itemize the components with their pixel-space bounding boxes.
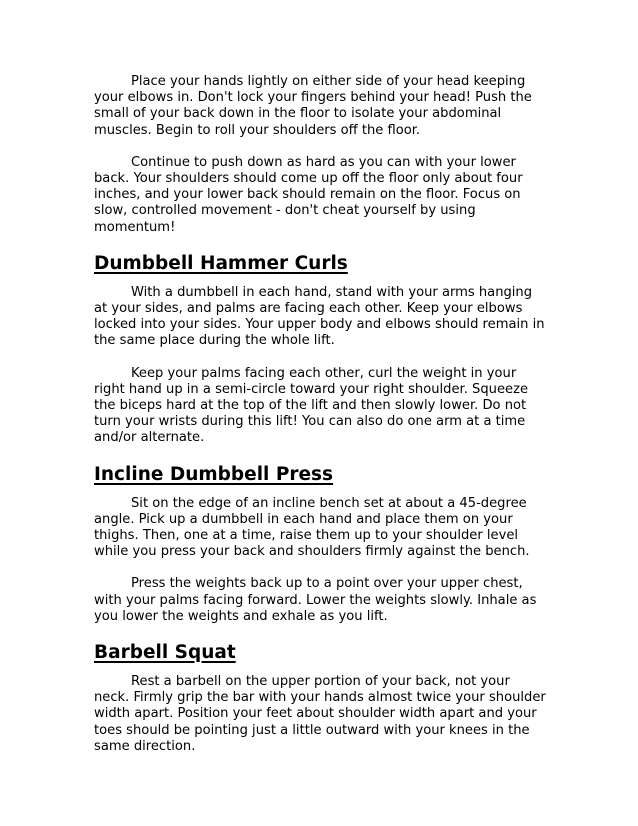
paragraph: Place your hands lightly on either side of your head keeping your elbows in. Don't lock your fingers behind your head! Push the small of your back down in the floor to isolate your abdominal muscles. Begin to roll your shoulders off the floor. (94, 74, 532, 138)
section-heading: Incline Dumbbell Press (94, 463, 334, 485)
section-barbell-squat (94, 641, 549, 755)
paragraph: Sit on the edge of an incline bench set at about a 45-degree angle. Pick up a dumbbell in each hand and place them on your thighs. Then, one at a time, raise them up to your shoulder level while you press your back and shoulders firmly against the bench. (94, 495, 530, 560)
paragraph: Rest a barbell on the upper portion of your back, not your neck. Firmly grip the bar with your hands almost twice your shoulder width apart. Position your feet about shoulder width apart and your toes should be pointing just a little outward with your knees in the same direction. (94, 674, 546, 754)
paragraph: Continue to push down as hard as you can with your lower back. Your shoulders should come up off the floor only about four inches, and your lower back should remain on the floor. Focus on slow, controlled movement - don't cheat yourself by using momentum! (94, 154, 523, 235)
intro-section (94, 74, 549, 236)
section-heading: Dumbbell Hammer Curls (94, 252, 348, 274)
paragraph: With a dumbbell in each hand, stand with your arms hanging at your sides, and palms are facing each other. Keep your elbows locked into your sides. Your upper body and elbows should remain in the same place during the whole lift. (94, 284, 545, 349)
section-dumbbell-hammer-curls (94, 252, 549, 447)
section-heading: Barbell Squat (94, 642, 236, 664)
paragraph: Press the weights back up to a point over your upper chest, with your palms facing forward. Lower the weights slowly. Inhale as you lower the weights and exhale as you lift. (94, 576, 537, 624)
document-page (94, 74, 549, 771)
paragraph: Keep your palms facing each other, curl the weight in your right hand up in a semi-circle toward your right shoulder. Squeeze the biceps hard at the top of the lift and then slowly lower. Do not turn your wrists during this lift! You can also do one arm at a time and/or alternate. (94, 365, 528, 446)
section-incline-dumbbell-press (94, 463, 549, 625)
